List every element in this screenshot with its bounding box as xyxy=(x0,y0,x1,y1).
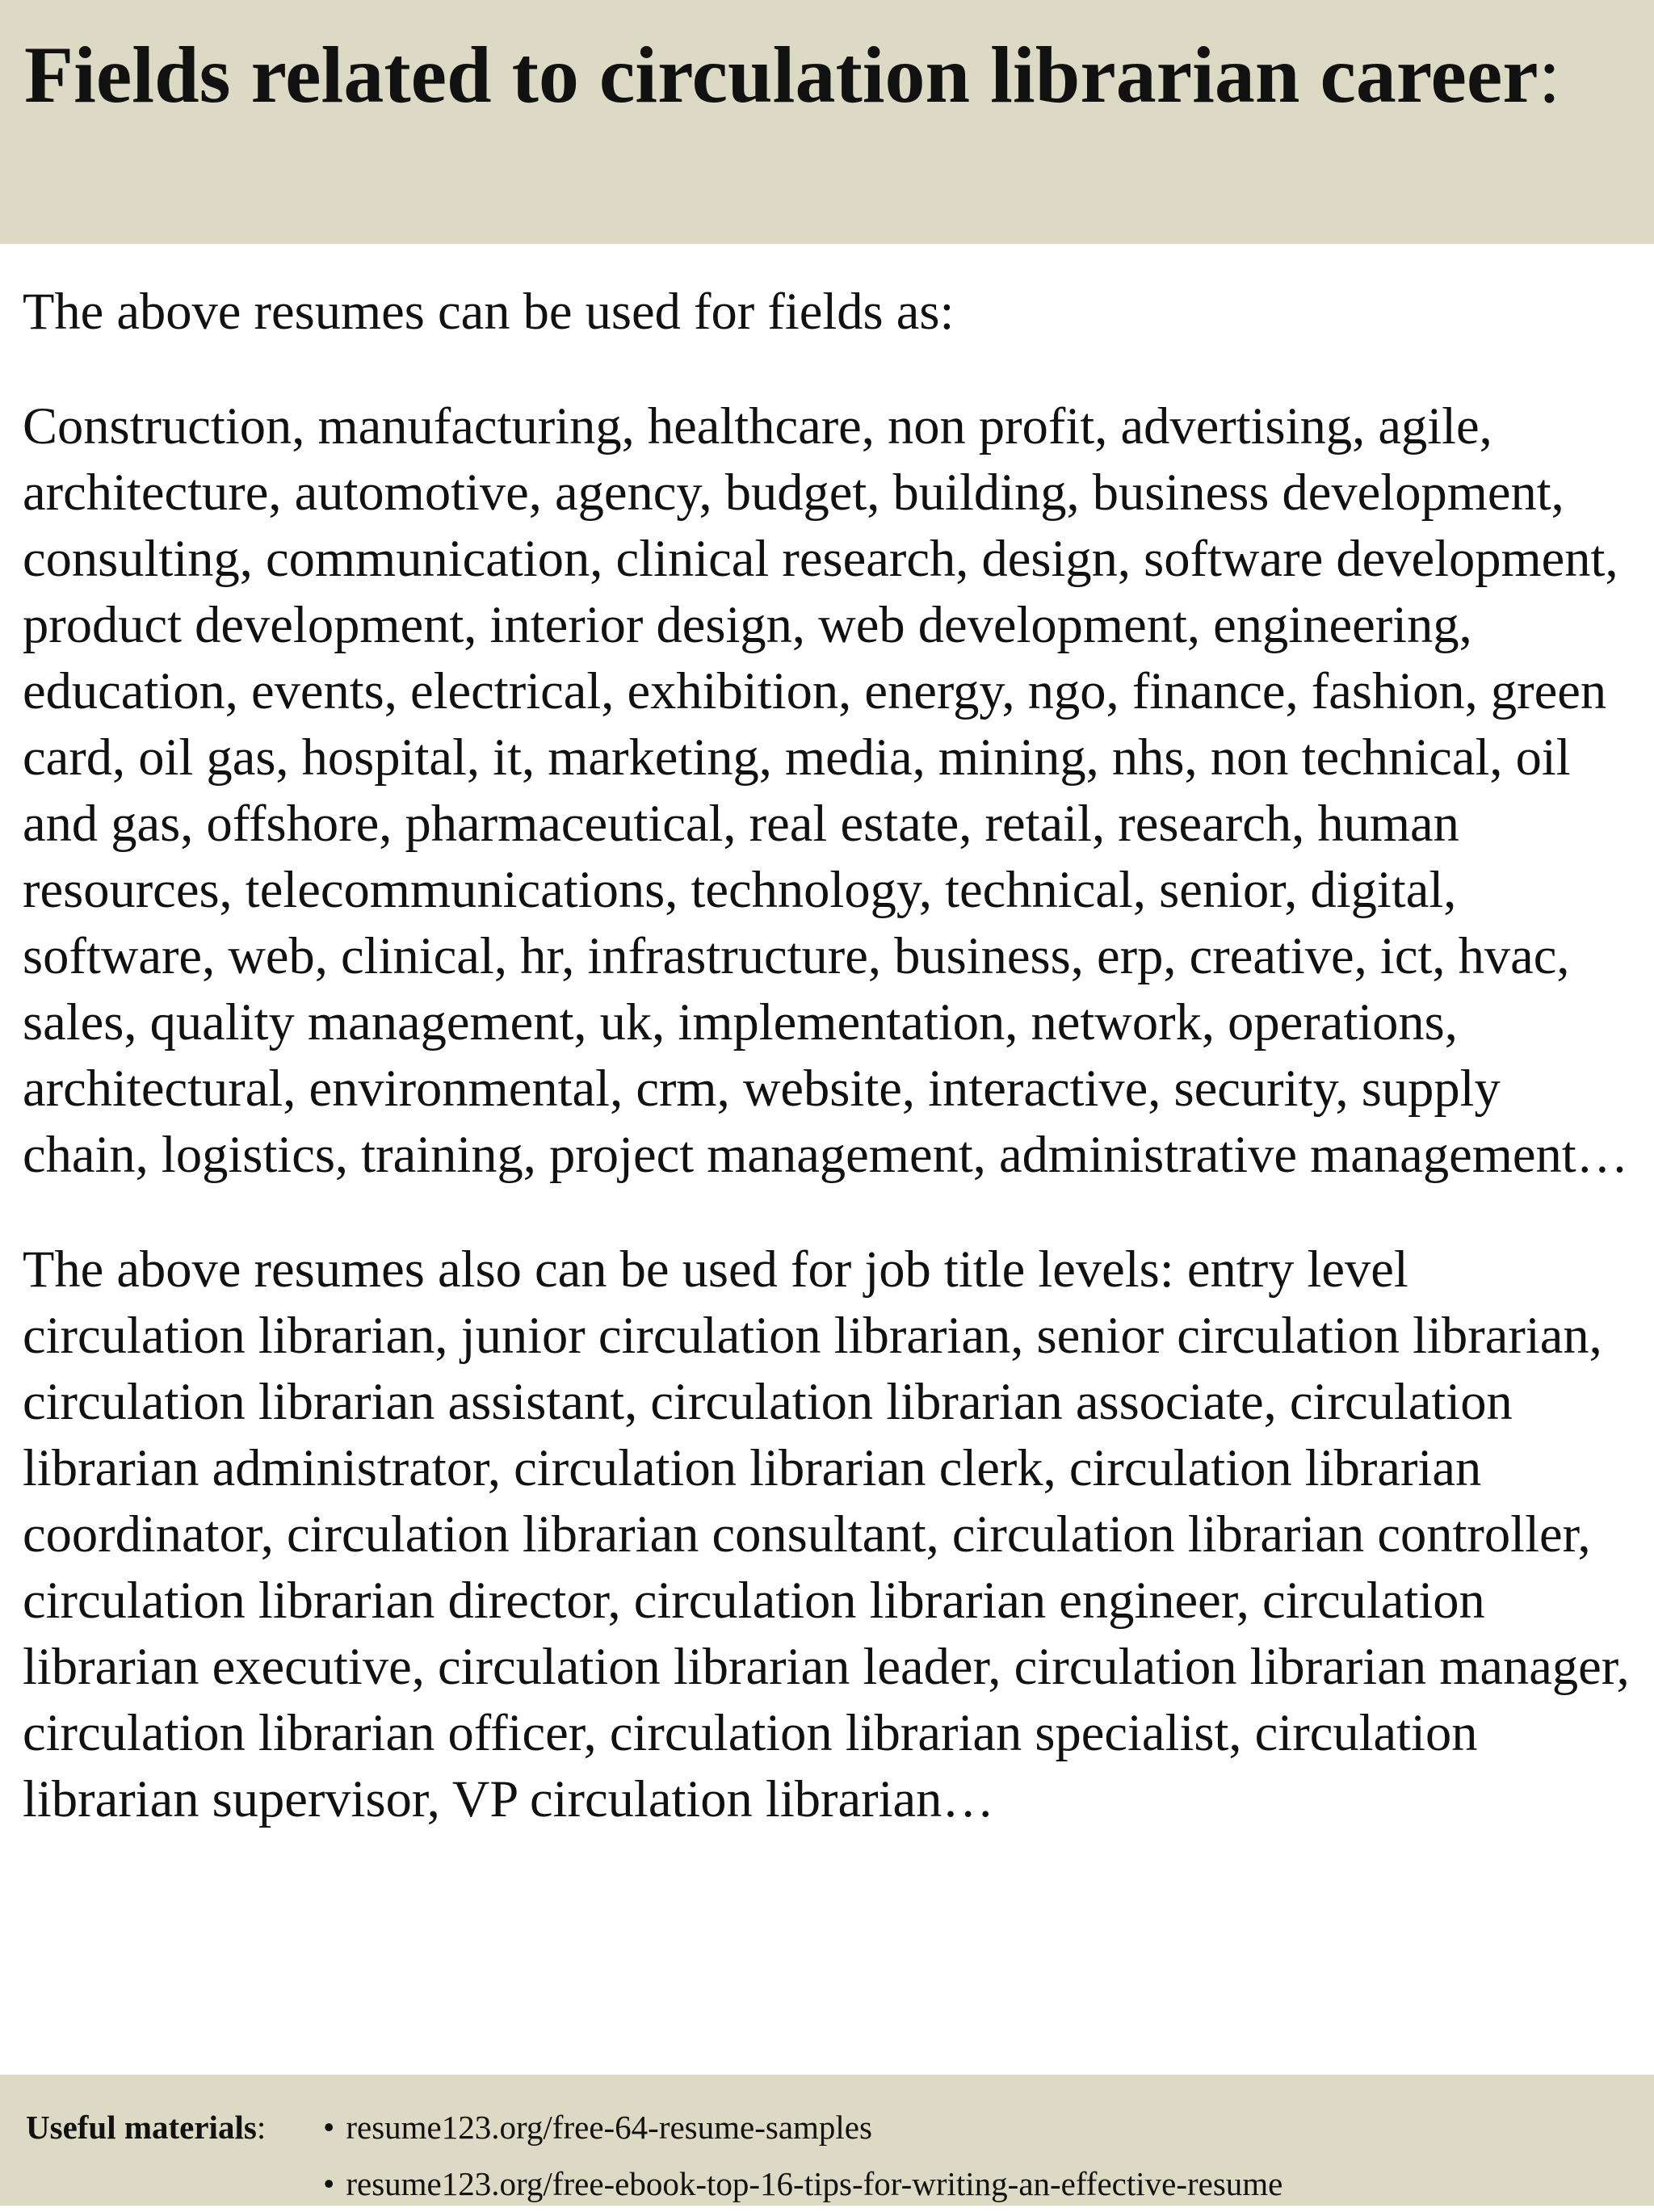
header-banner xyxy=(0,0,1654,244)
resource-link-samples[interactable]: resume123.org/free-64-resume-samples xyxy=(346,2109,872,2146)
useful-materials-label-text: Useful materials xyxy=(26,2109,257,2146)
page-title xyxy=(24,24,1631,125)
resource-item xyxy=(323,2155,1282,2212)
footer-useful-materials xyxy=(0,2075,1654,2206)
bullet-icon: • xyxy=(323,2109,335,2146)
fields-list: Construction, manufacturing, healthcare, non profit, advertising, agile, architecture, automotive, agency, budget, building, business development, consulting, communication, clinical research, design, software development, product development, interior design, web development, engineering, education, events, electrical, exhibition, energy, ngo, finance, fashion, green card, oil gas, hospital, it, marketing, media, mining, nhs, non technical, oil and gas, offshore, pharmaceutical, real estate, retail, research, human resources, telecommunications, technology, technical, senior, digital, software, web, clinical, hr, infrastructure, business, erp, creative, ict, hvac, sales, quality management, uk, implementation, network, operations, architectural, environmental, crm, website, interactive, security, supply chain, logistics, training, project management, administrative management… xyxy=(23,397,1629,1183)
useful-materials-label xyxy=(26,2099,323,2155)
intro-text: The above resumes can be used for fields as: xyxy=(23,283,955,340)
useful-materials-colon: : xyxy=(256,2109,267,2146)
resource-link-ebook[interactable]: resume123.org/free-ebook-top-16-tips-for-writing-an-effective-resume xyxy=(346,2165,1283,2202)
page-title-colon: : xyxy=(1538,30,1561,120)
footer-row-1 xyxy=(26,2099,1654,2155)
main-content xyxy=(23,279,1634,1832)
footer-row-2 xyxy=(26,2155,1654,2212)
footer-label-spacer xyxy=(26,2155,323,2212)
page-title-text: Fields related to circulation librarian career xyxy=(24,30,1539,120)
job-levels-list: The above resumes also can be used for job title levels: entry level circulation librarian, junior circulation librarian, senior circulation librarian, circulation librarian assistant, circulation librarian associate, circulation librarian administrator, circulation librarian clerk, circulation librarian coordinator, circulation librarian consultant, circulation librarian controller, circulation librarian director, circulation librarian engineer, circulation librarian executive, circulation librarian leader, circulation librarian manager, circulation librarian officer, circulation librarian specialist, circulation librarian supervisor, VP circulation librarian… xyxy=(23,1240,1630,1828)
bullet-icon: • xyxy=(323,2165,335,2202)
resource-item xyxy=(323,2099,872,2155)
